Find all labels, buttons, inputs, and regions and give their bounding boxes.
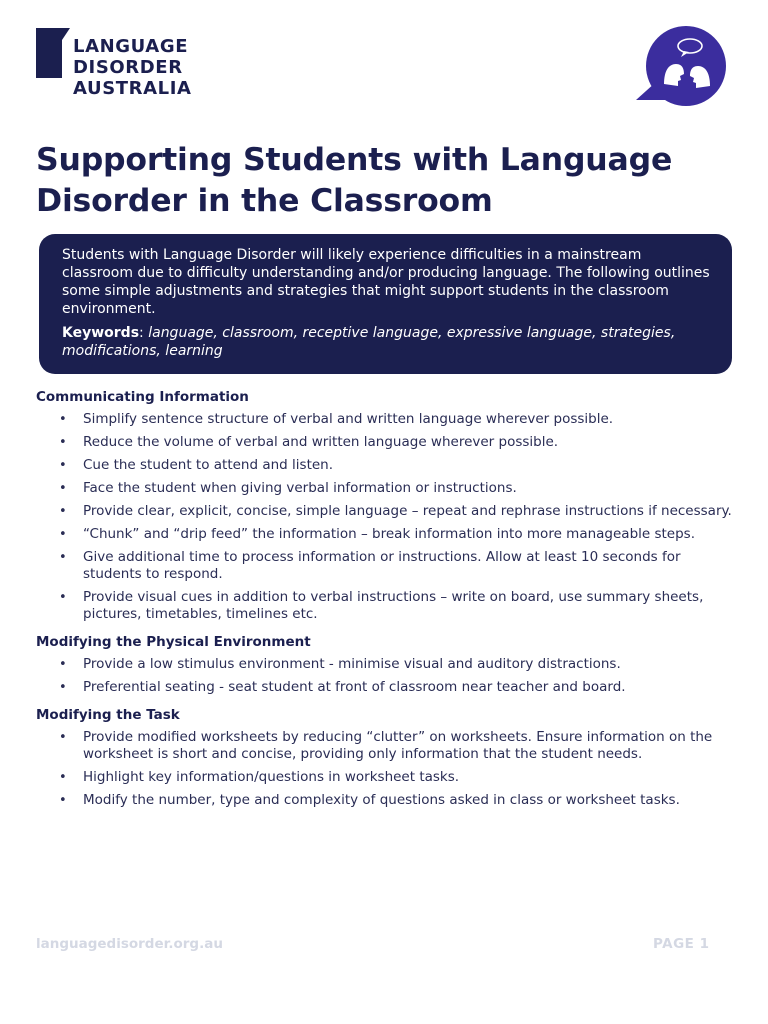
keywords-label: Keywords [62, 325, 140, 341]
intro-text: Students with Language Disorder will likely experience difficulties in a mainstream classroom due to difficulty understanding and/or producing language. The following outlines some simple adjustments and strategies that might support students in the classroom environment. [62, 247, 710, 317]
list-item: • Simplify sentence structure of verbal and written language wherever possible. [59, 411, 614, 427]
section-communicating-information [36, 388, 736, 623]
section-heading: Modifying the Physical Environment [36, 634, 311, 650]
bullet-icon: • [59, 527, 67, 542]
footer-page-number: PAGE 1 [653, 936, 710, 952]
bullet-list [36, 729, 736, 809]
section-heading: Modifying the Task [36, 707, 180, 723]
logo-line-2: DISORDER [73, 57, 183, 78]
intro-panel [39, 234, 732, 374]
logo-line-3: AUSTRALIA [73, 78, 192, 99]
keywords-values: language, classroom, receptive language, expressive language, strategies, modifications, learning [62, 325, 676, 359]
list-item: • Modify the number, type and complexity of questions asked in class or worksheet tasks. [59, 792, 680, 808]
bullet-list [36, 411, 736, 623]
list-item: • Provide a low stimulus environment - minimise visual and auditory distractions. [59, 656, 621, 672]
logo-mark-icon [36, 28, 70, 78]
list-item: • “Chunk” and “drip feed” the information – break information into more manageable steps. [59, 526, 696, 542]
bullet-icon: • [59, 481, 67, 496]
list-item: • Provide clear, explicit, concise, simple language – repeat and rephrase instructions if necessary. [59, 503, 732, 519]
bullet-icon: • [59, 435, 67, 450]
bullet-icon: • [59, 793, 67, 808]
keywords-line: Keywords: language, classroom, receptive language, expressive language, strategies, modifications, learning [62, 325, 676, 359]
bullet-list [36, 656, 736, 696]
section-heading: Communicating Information [36, 389, 249, 405]
bullet-icon: • [59, 550, 67, 565]
list-item: • Cue the student to attend and listen. [59, 457, 334, 473]
list-item: • Highlight key information/questions in worksheet tasks. [59, 769, 460, 785]
bullet-icon: • [59, 504, 67, 519]
bullet-icon: • [59, 590, 67, 605]
logo-line-1: LANGUAGE [73, 36, 189, 57]
bullet-icon: • [59, 730, 67, 745]
page-title: Supporting Students with Language Disorder in the Classroom [36, 142, 673, 219]
speech-bubble-people-icon [634, 24, 730, 108]
list-item: • Provide visual cues in addition to verbal instructions – write on board, use summary sheets, pictures, timetables, timelines etc. [59, 589, 704, 622]
list-item: • Provide modified worksheets by reducing “clutter” on worksheets. Ensure information on the worksheet is short and concise, providing only information that the student needs. [59, 729, 713, 762]
list-item: • Preferential seating - seat student at front of classroom near teacher and board. [59, 679, 626, 695]
bullet-icon: • [59, 458, 67, 473]
logo-wordmark [73, 36, 192, 99]
bullet-icon: • [59, 412, 67, 427]
list-item: • Reduce the volume of verbal and written language wherever possible. [59, 434, 559, 450]
list-item: • Face the student when giving verbal information or instructions. [59, 480, 517, 496]
bullet-icon: • [59, 770, 67, 785]
content-sections [36, 388, 736, 819]
list-item: • Give additional time to process information or instructions. Allow at least 10 seconds for students to respond. [59, 549, 681, 582]
section-physical-environment [36, 633, 736, 696]
bullet-icon: • [59, 680, 67, 695]
brand-logo [36, 28, 236, 100]
section-modifying-task [36, 706, 736, 809]
bullet-icon: • [59, 657, 67, 672]
footer-website-link[interactable]: languagedisorder.org.au [36, 936, 223, 952]
